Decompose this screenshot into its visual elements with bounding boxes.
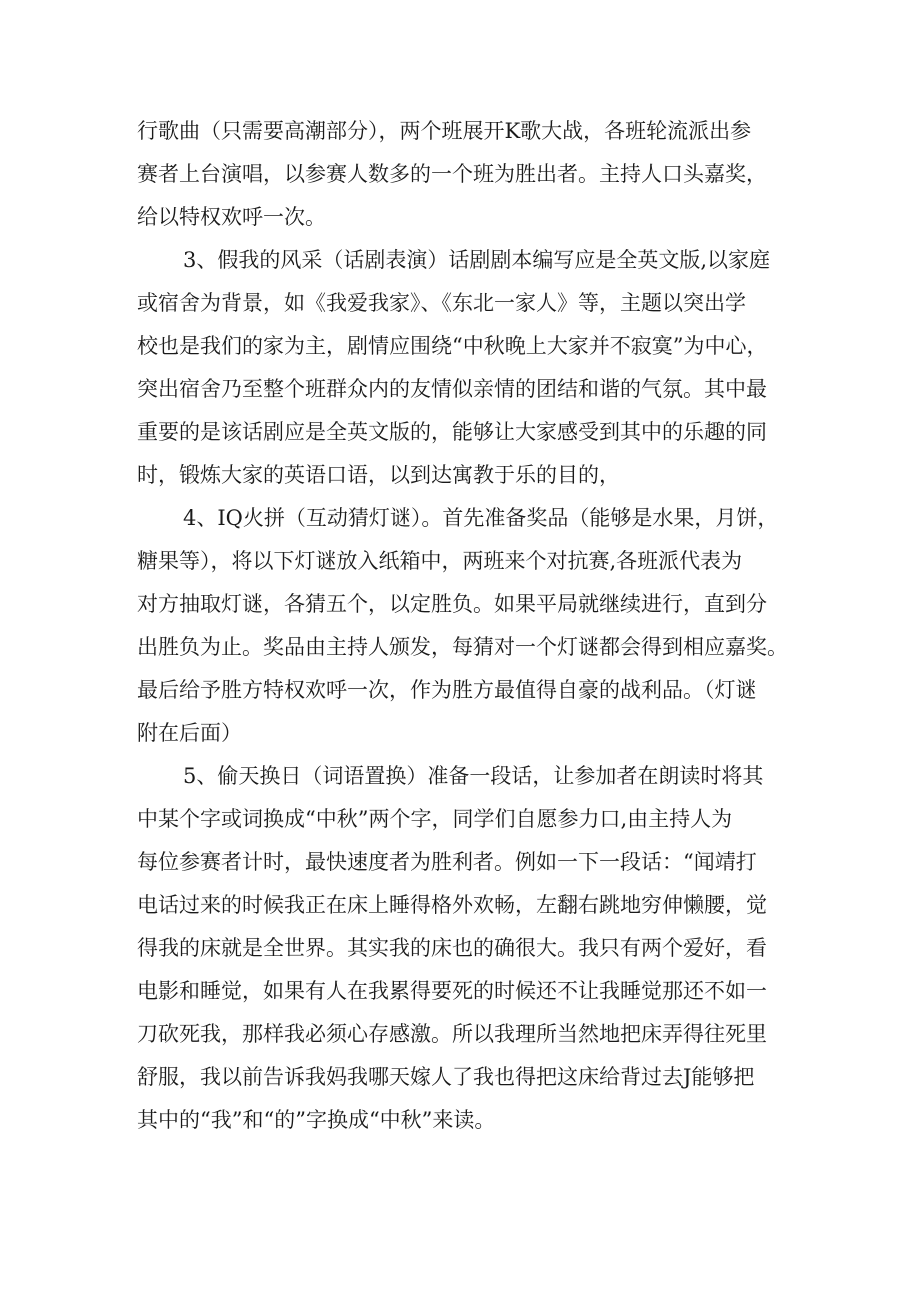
text-line: 对方抽取灯谜，各猜五个，以定胜负。如果平局就继续进行，直到分 [137, 592, 767, 616]
text-line: 电话过来的时候我正在床上睡得格外欢畅，左翻右跳地穷伸懒腰，觉 [137, 893, 767, 917]
text-line: 4、IQ火拼（互动猜灯谜）。首先准备奖品（能够是水果，月饼， [183, 506, 779, 530]
text-line: 5、偷天换日（词语置换）准备一段话，让参加者在朗读时将其 [183, 764, 764, 788]
text-line: 校也是我们的家为主，剧情应围绕“中秋晚上大家并不寂寞”为中心， [137, 334, 768, 358]
text-line: 其中的“我”和“的”字换成“中秋”来读。 [137, 1108, 496, 1132]
text-line: 3、假我的风采（话剧表演）话剧剧本编写应是全英文版,以家庭 [183, 248, 771, 272]
text-line: 每位参赛者计时，最快速度者为胜利者。例如一下一段话：“闻靖打 [137, 850, 757, 874]
text-line: 行歌曲（只需要高潮部分），两个班展开K歌大战，各班轮流派出参 [137, 119, 752, 143]
text-line: 时，锻炼大家的英语口语，以到达寓教于乐的目的， [137, 463, 620, 487]
text-line: 舒服，我以前告诉我妈我哪天嫁人了我也得把这床给背过去J能够把 [137, 1065, 755, 1089]
text-line: 重要的是该话剧应是全英文版的，能够让大家感受到其中的乐趣的同 [137, 420, 767, 444]
text-line: 最后给予胜方特权欢呼一次，作为胜方最值得自豪的战利品。（灯谜 [137, 678, 757, 702]
text-line: 或宿舍为背景，如《我爱我家》、《东北一家人》等，主题以突出学 [137, 291, 746, 315]
text-line: 附在后面） [137, 721, 242, 745]
text-line: 得我的床就是全世界。其实我的床也的确很大。我只有两个爱好，看 [137, 936, 767, 960]
text-line: 刀砍死我，那样我必须心存感激。所以我理所当然地把床弄得往死里 [137, 1022, 767, 1046]
text-line: 出胜负为止。奖品由主持人颁发，每猜对一个灯谜都会得到相应嘉奖。 [137, 635, 788, 659]
text-line: 突出宿舍乃至整个班群众内的友情似亲情的团结和谐的气氛。其中最 [137, 377, 767, 401]
paragraph-item-3 [137, 239, 787, 497]
paragraph-item-4 [137, 497, 787, 755]
text-line: 中某个字或词换成“中秋”两个字，同学们自愿参力口,由主持人为 [137, 807, 733, 831]
text-line: 赛者上台演唱，以参赛人数多的一个班为胜出者。主持人口头嘉奖， [137, 162, 767, 186]
document-body [137, 110, 787, 1142]
paragraph-item-5 [137, 755, 787, 1142]
text-line: 糖果等），将以下灯谜放入纸箱中，两班来个对抗赛,各班派代表为 [137, 549, 743, 573]
text-line: 给以特权欢呼一次。 [137, 205, 326, 229]
paragraph-continued [137, 110, 787, 239]
text-line: 电影和睡觉，如果有人在我累得要死的时候还不让我睡觉那还不如一 [137, 979, 767, 1003]
